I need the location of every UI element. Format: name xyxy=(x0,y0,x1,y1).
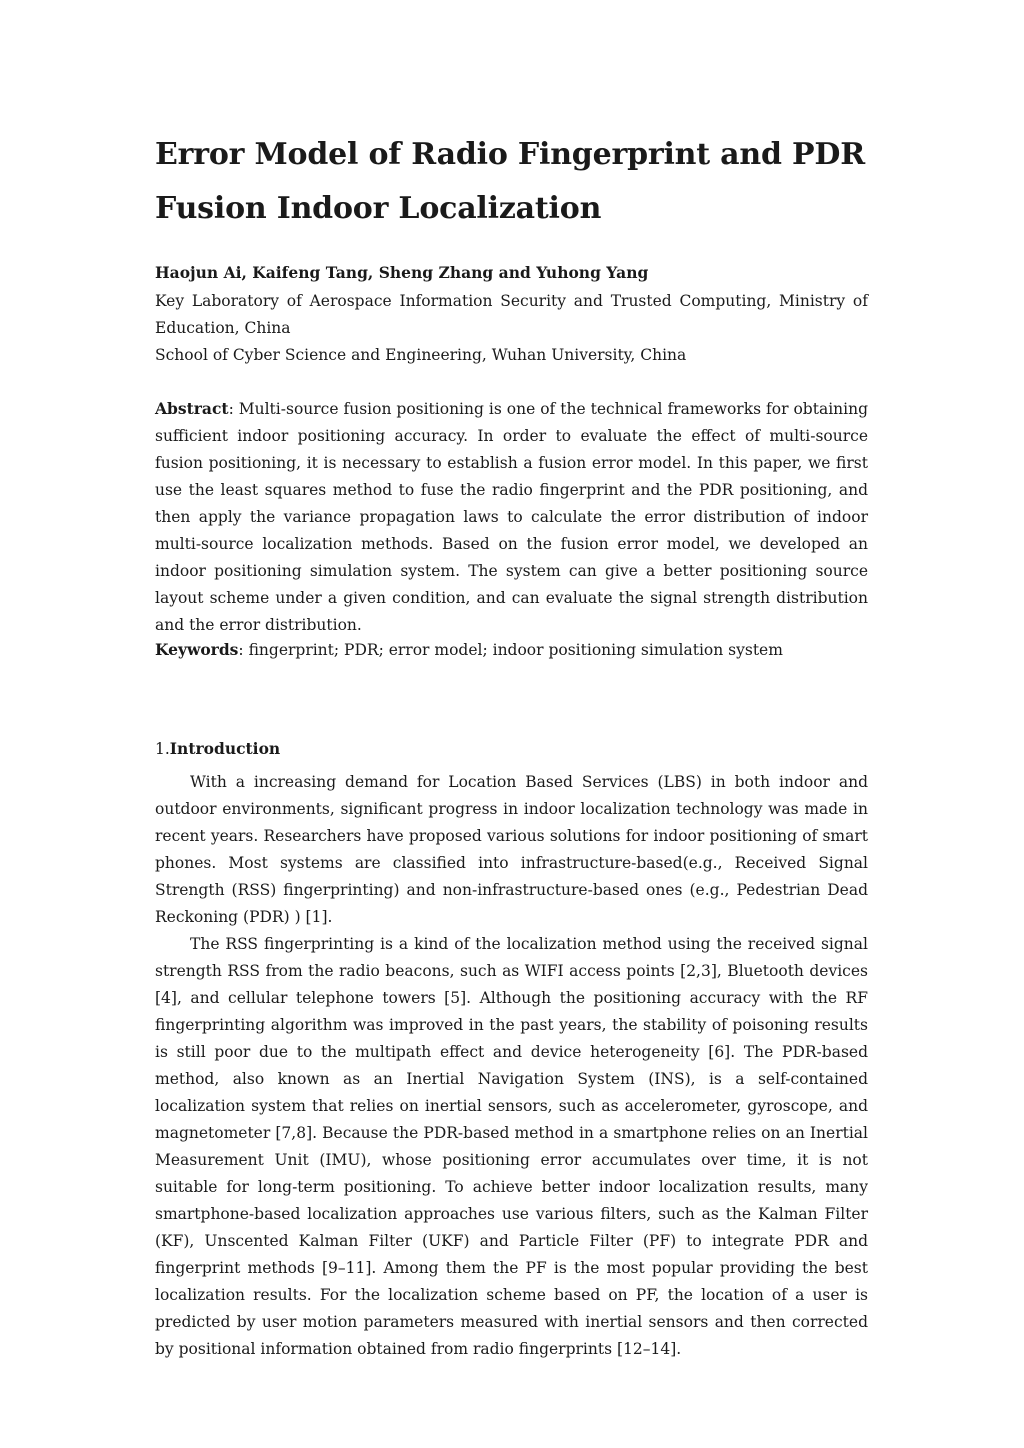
affiliation-block xyxy=(155,288,868,369)
introduction-body xyxy=(155,769,868,1363)
affiliation-line: Key Laboratory of Aerospace Information Security and Trusted Computing, Ministry of Education, China xyxy=(155,292,868,337)
keywords xyxy=(155,636,868,664)
section-heading-introduction xyxy=(155,737,868,761)
keywords-label: Keywords xyxy=(155,640,239,659)
abstract-text: : Multi-source fusion positioning is one of the technical frameworks for obtaining sufficient indoor positioning accuracy. In order to evaluate the effect of multi-source fusion positioning, it is necessary to establish a fusion error model. In this paper, we first use the least squares method to fuse the radio fingerprint and the PDR positioning, and then apply the variance propagation laws to calculate the error distribution of indoor multi-source localization methods. Based on the fusion error model, we developed an indoor positioning simulation system. The system can give a better positioning source layout scheme under a given condition, and can evaluate the signal strength distribution and the error distribution. xyxy=(155,400,868,634)
author-list: Haojun Ai, Kaifeng Tang, Sheng Zhang and Yuhong Yang xyxy=(155,263,649,282)
abstract xyxy=(155,395,868,639)
body-paragraph: With a increasing demand for Location Based Services (LBS) in both indoor and outdoor environments, significant progress in indoor localization technology was made in recent years. Researchers have proposed various solutions for indoor positioning of smart phones. Most systems are classified into infrastructure-based(e.g., Received Signal Strength (RSS) fingerprinting) and non-infrastructure-based ones (e.g., Pedestrian Dead Reckoning (PDR) ) [1]. xyxy=(155,773,868,926)
section-number: 1. xyxy=(155,740,170,758)
abstract-label: Abstract xyxy=(155,399,229,418)
paper-title: Error Model of Radio Fingerprint and PDR Fusion Indoor Localization xyxy=(155,137,865,226)
section-title: Introduction xyxy=(169,739,281,758)
affiliation-line: School of Cyber Science and Engineering, Wuhan University, China xyxy=(155,346,687,364)
body-paragraph: The RSS fingerprinting is a kind of the localization method using the received signal strength RSS from the radio beacons, such as WIFI access points [2,3], Bluetooth devices [4], and cellular telephone towers [5]. Although the positioning accuracy with the RF fingerprinting algorithm was improved in the past years, the stability of poisoning results is still poor due to the multipath effect and device heterogeneity [6]. The PDR-based method, also known as an Inertial Navigation System (INS), is a self-contained localization system that relies on inertial sensors, such as accelerometer, gyroscope, and magnetometer [7,8]. Because the PDR-based method in a smartphone relies on an Inertial Measurement Unit (IMU), whose positioning error accumulates over time, it is not suitable for long-term positioning. To achieve better indoor localization results, many smartphone-based localization approaches use various filters, such as the Kalman Filter (KF), Unscented Kalman Filter (UKF) and Particle Filter (PF) to integrate PDR and fingerprint methods [9–11]. Among them the PF is the most popular providing the best localization results. For the localization scheme based on PF, the location of a user is predicted by user motion parameters measured with inertial sensors and then corrected by positional information obtained from radio fingerprints [12–14]. xyxy=(155,935,868,1358)
keywords-text: : fingerprint; PDR; error model; indoor positioning simulation system xyxy=(238,641,783,659)
